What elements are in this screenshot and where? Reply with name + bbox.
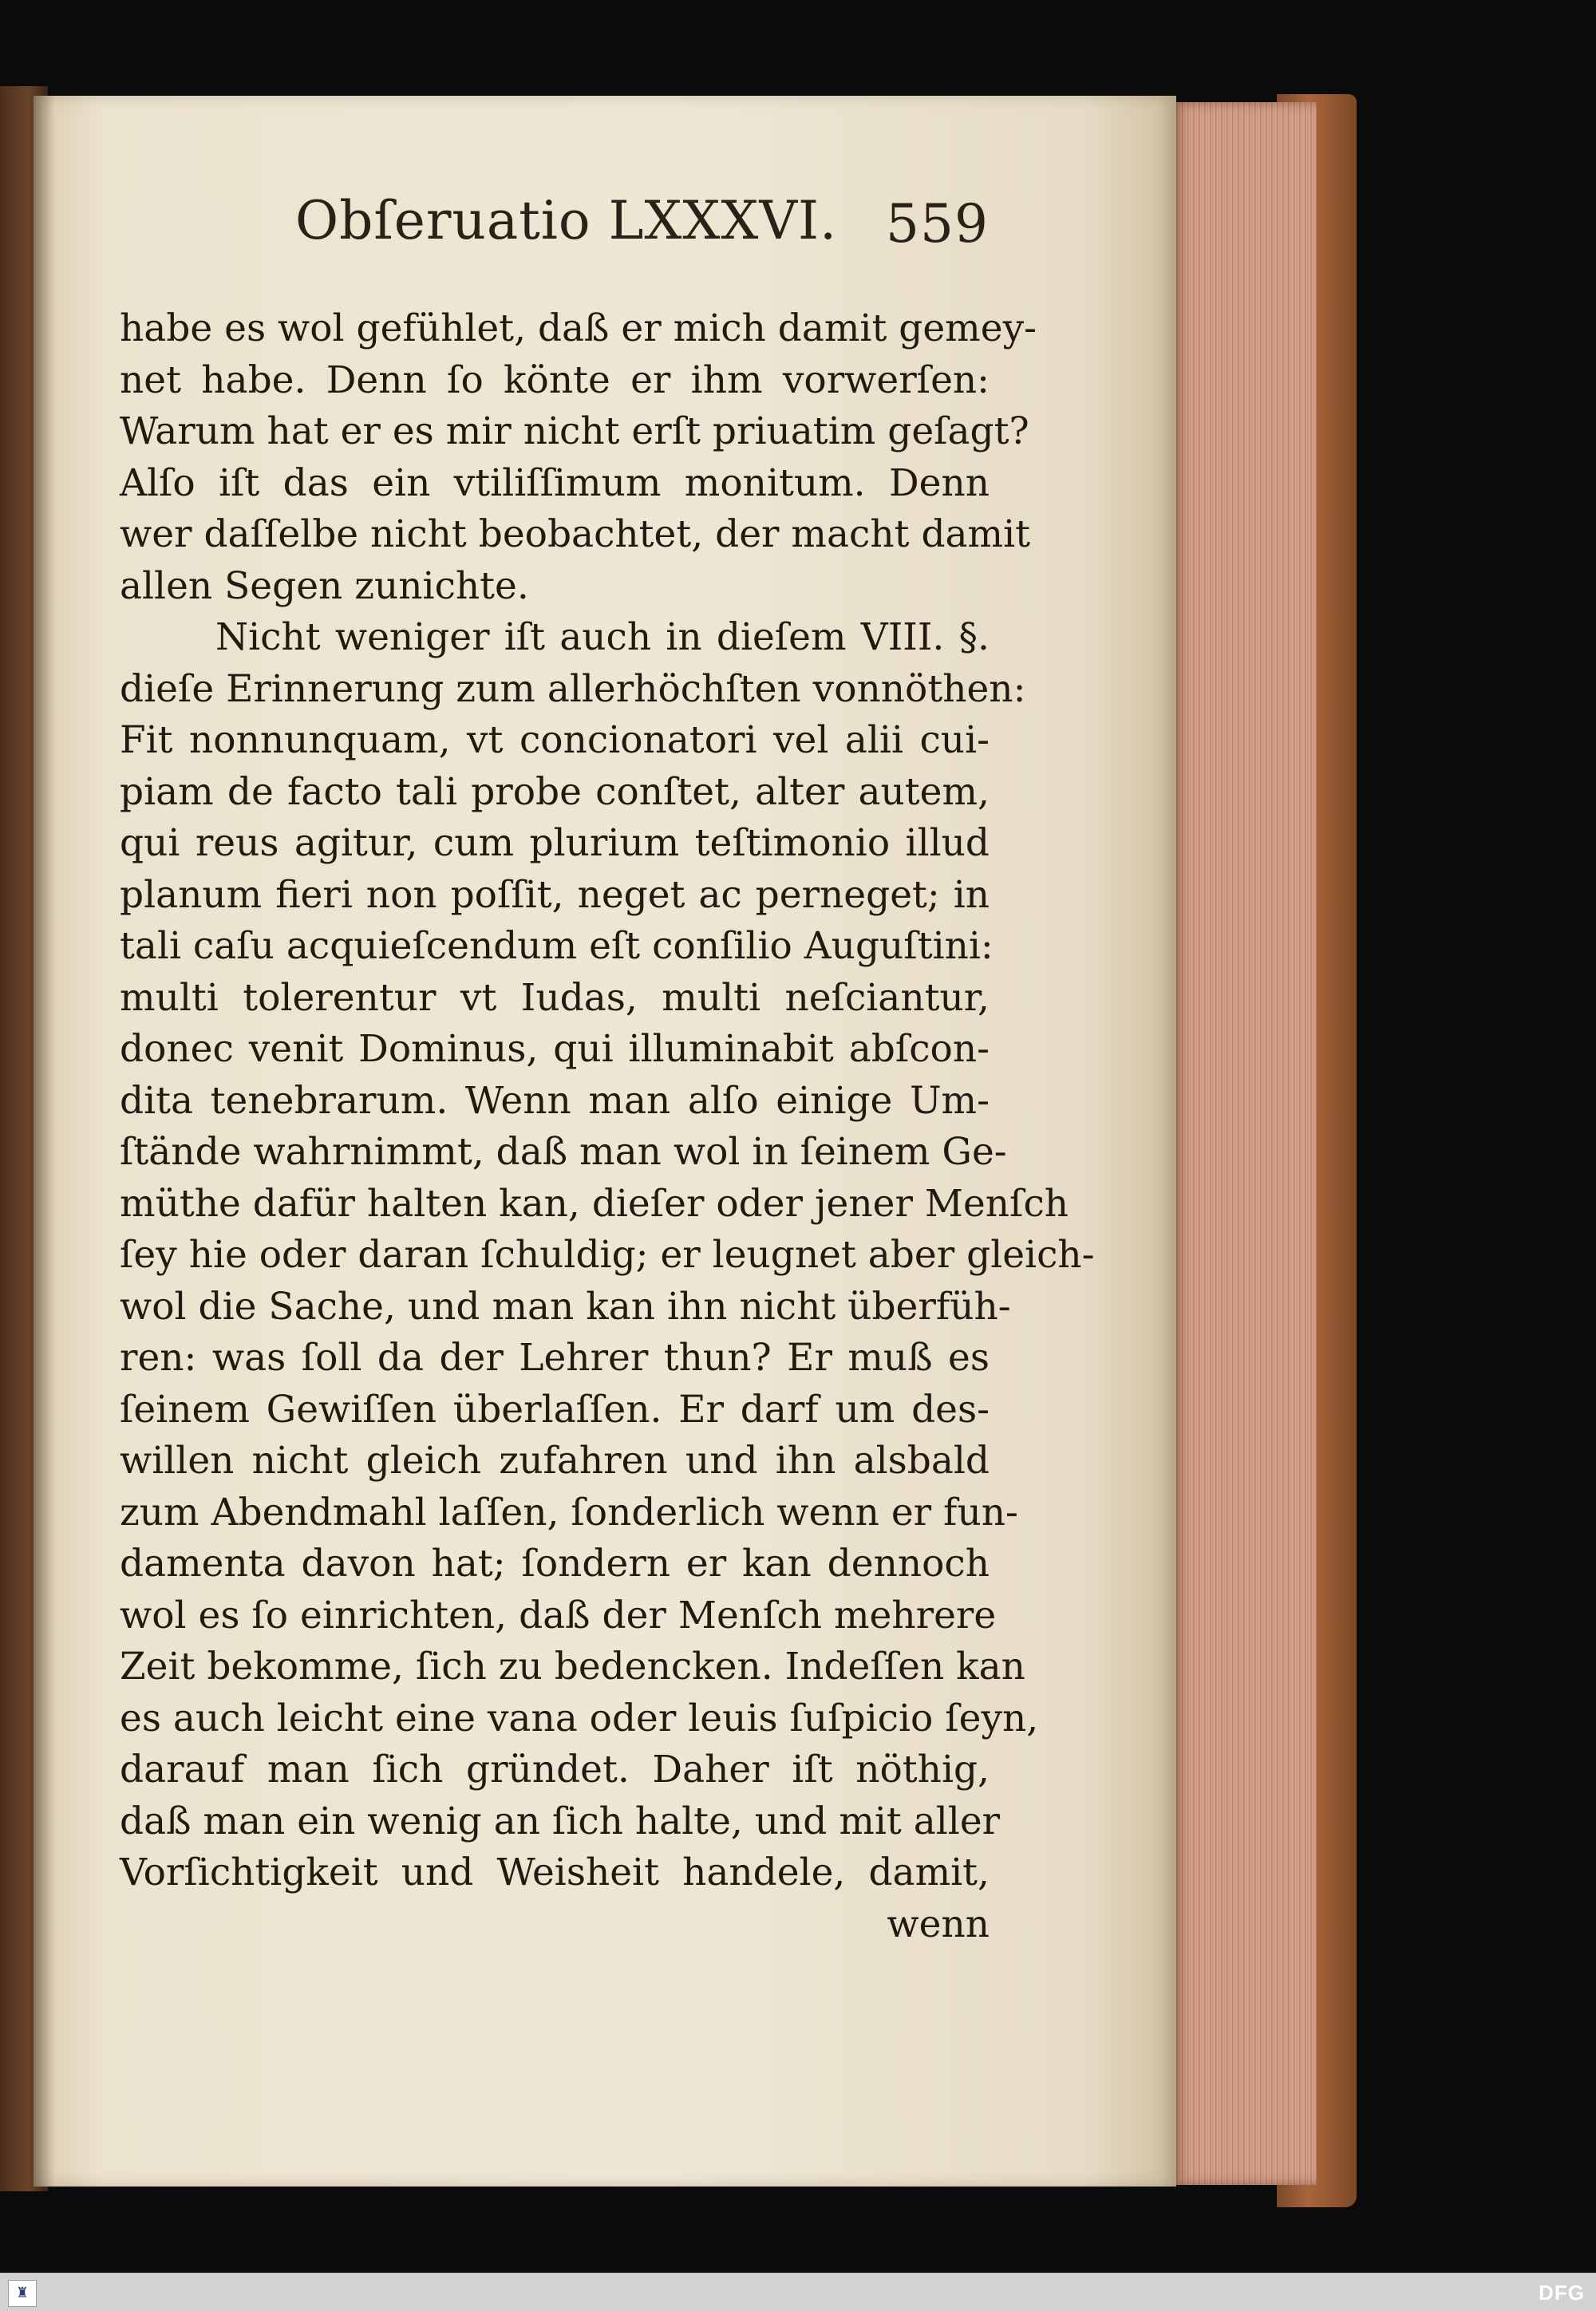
gutter-shadow [34, 96, 54, 2187]
text-line: allen Segen zunichte. [120, 563, 529, 608]
running-head [295, 190, 989, 262]
text-line: es auch leicht eine vana oder leuis ſuſpicio ſeyn, [120, 1696, 1039, 1740]
text-block [120, 303, 1095, 1950]
text-line: darauf man ſich gründet. Daher iſt nöthig, [120, 1748, 990, 1792]
text-line: planum fieri non poſſit, neget ac perneget; in [120, 872, 990, 917]
text-line: müthe dafür halten kan, dieſer oder jener Menſch [120, 1181, 1069, 1226]
text-line: ſey hie oder daran ſchuldig; er leugnet aber gleich- [120, 1233, 1095, 1277]
text-line: Fit nonnunquam, vt concionatori vel alii cui- [120, 718, 990, 762]
text-line: Nicht weniger iſt auch in dieſem VIII. §. [215, 615, 990, 659]
text-line: ren: was ſoll da der Lehrer thun? Er muß es [120, 1336, 990, 1380]
text-line: Alſo iſt das ein vtiliſſimum monitum. Denn [120, 460, 990, 505]
text-line: net habe. Denn ſo könte er ihm vorwerſen: [120, 358, 990, 402]
dfg-logo[interactable]: DFG [1539, 2281, 1585, 2305]
catchword: wenn [887, 1902, 990, 1946]
text-line: ſeinem Gewiſſen überlaſſen. Er darf um des- [120, 1387, 990, 1432]
text-line: zum Abendmahl laſſen, ſonderlich wenn er fun- [120, 1490, 1018, 1535]
text-line: Vorſichtigkeit und Weisheit handele, damit, [120, 1851, 990, 1894]
text-line: qui reus agitur, cum plurium teſtimonio illud [120, 821, 990, 865]
text-line: wol die Sache, und man kan ihn nicht überfüh- [120, 1284, 1011, 1329]
text-line: wer daſſelbe nicht beobachtet, der macht damit [120, 512, 1031, 556]
page-number: 559 [886, 193, 989, 255]
text-line: donec venit Dominus, qui illuminabit abſcon- [120, 1027, 990, 1071]
text-line: multi tolerentur vt Iudas, multi neſciantur, [120, 975, 990, 1020]
text-line: piam de facto tali probe conſtet, alter autem, [120, 769, 990, 814]
page-edges [1173, 102, 1317, 2185]
library-logo-icon[interactable]: ♜ [8, 2280, 37, 2307]
text-line: Warum hat er es mir nicht erſt priuatim geſagt? [120, 409, 1029, 453]
text-line: ſtände wahrnimmt, daß man wol in ſeinem Ge- [120, 1130, 1007, 1174]
text-line: dieſe Erinnerung zum allerhöchſten vonnöthen: [120, 666, 1026, 711]
text-line: Zeit bekomme, ſich zu bedencken. Indeſſen kan [120, 1645, 1025, 1689]
text-line: dita tenebrarum. Wenn man alſo einige Um- [120, 1078, 990, 1123]
viewer-footer-bar [0, 2273, 1596, 2311]
text-line: tali caſu acquieſcendum eſt conſilio Auguſtini: [120, 924, 994, 968]
text-line: daß man ein wenig an ſich halte, und mit aller [120, 1799, 1001, 1843]
running-head-title: Obſeruatio LXXXVI. [295, 190, 838, 251]
text-line: wol es ſo einrichten, daß der Menſch mehrere [120, 1593, 997, 1637]
text-line: habe es wol gefühlet, daß er mich damit gemey- [120, 306, 1037, 350]
text-line: damenta davon hat; ſondern er kan dennoch [120, 1542, 990, 1586]
text-line: willen nicht gleich zufahren und ihn alsbald [120, 1439, 990, 1483]
